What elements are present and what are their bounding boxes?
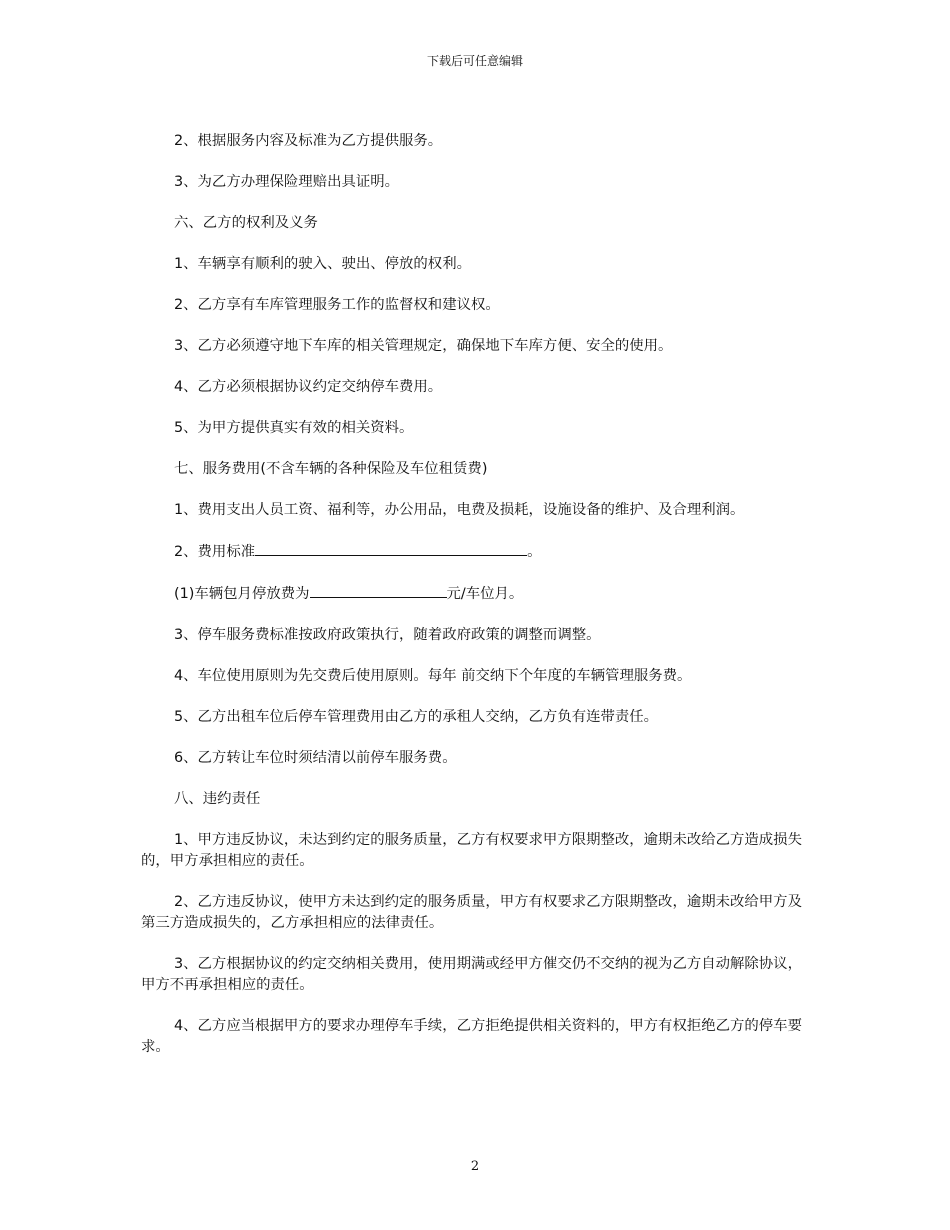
fee-standard-blank (255, 541, 527, 556)
paragraph: 3、乙方必须遵守地下车库的相关管理规定，确保地下车库方便、安全的使用。 (174, 338, 673, 354)
paragraph: 6、乙方转让车位时须结清以前停车服务费。 (174, 750, 457, 766)
monthly-fee-blank (310, 583, 447, 598)
fee-standard-line (141, 541, 809, 563)
monthly-fee-line (141, 583, 809, 605)
paragraph: 5、乙方出租车位后停车管理费用由乙方的承租人交纳，乙方负有连带责任。 (174, 709, 659, 725)
monthly-fee-suffix: 元/车位月。 (446, 586, 524, 602)
paragraph: 1、费用支出人员工资、福利等，办公用品，电费及损耗，设施设备的维护、及合理利润。 (174, 502, 745, 518)
paragraph: 4、乙方应当根据甲方的要求办理停车手续，乙方拒绝提供相关资料的，甲方有权拒绝乙方的停车要求。 (141, 1018, 802, 1055)
paragraph: 3、停车服务费标准按政府政策执行，随着政府政策的调整而调整。 (174, 627, 601, 643)
page-number: 2 (470, 1159, 480, 1174)
fee-standard-prefix: 2、费用标准 (174, 544, 256, 560)
section-heading: 七、服务费用(不含车辆的各种保险及车位租赁费) (174, 461, 488, 477)
paragraph: 3、为乙方办理保险理赔出具证明。 (174, 174, 400, 190)
section-heading: 六、乙方的权利及义务 (174, 215, 318, 231)
paragraph: 1、甲方违反协议，未达到约定的服务质量，乙方有权要求甲方限期整改，逾期未改给乙方造成损失的，甲方承担相应的责任。 (141, 832, 802, 869)
paragraph: 4、乙方必须根据协议约定交纳停车费用。 (174, 379, 443, 395)
paragraph: 2、乙方享有车库管理服务工作的监督权和建议权。 (174, 297, 500, 313)
paragraph: 5、为甲方提供真实有效的相关资料。 (174, 420, 414, 436)
paragraph: 2、乙方违反协议，使甲方未达到约定的服务质量，甲方有权要求乙方限期整改，逾期未改给甲方及第三方造成损失的，乙方承担相应的法律责任。 (141, 894, 802, 931)
fee-standard-suffix: 。 (527, 544, 542, 560)
paragraph: 3、乙方根据协议的约定交纳相关费用，使用期满或经甲方催交仍不交纳的视为乙方自动解除协议，甲方不再承担相应的责任。 (141, 956, 802, 993)
section-heading: 八、违约责任 (174, 791, 261, 807)
monthly-fee-prefix: (1)车辆包月停放费为 (174, 586, 310, 602)
paragraph: 4、车位使用原则为先交费后使用原则。每年 前交纳下个年度的车辆管理服务费。 (174, 668, 692, 684)
page-header: 下载后可任意编辑 (426, 54, 523, 68)
paragraph: 1、车辆享有顺利的驶入、驶出、停放的权利。 (174, 256, 471, 272)
document-body (141, 131, 809, 1078)
paragraph: 2、根据服务内容及标准为乙方提供服务。 (174, 133, 443, 149)
